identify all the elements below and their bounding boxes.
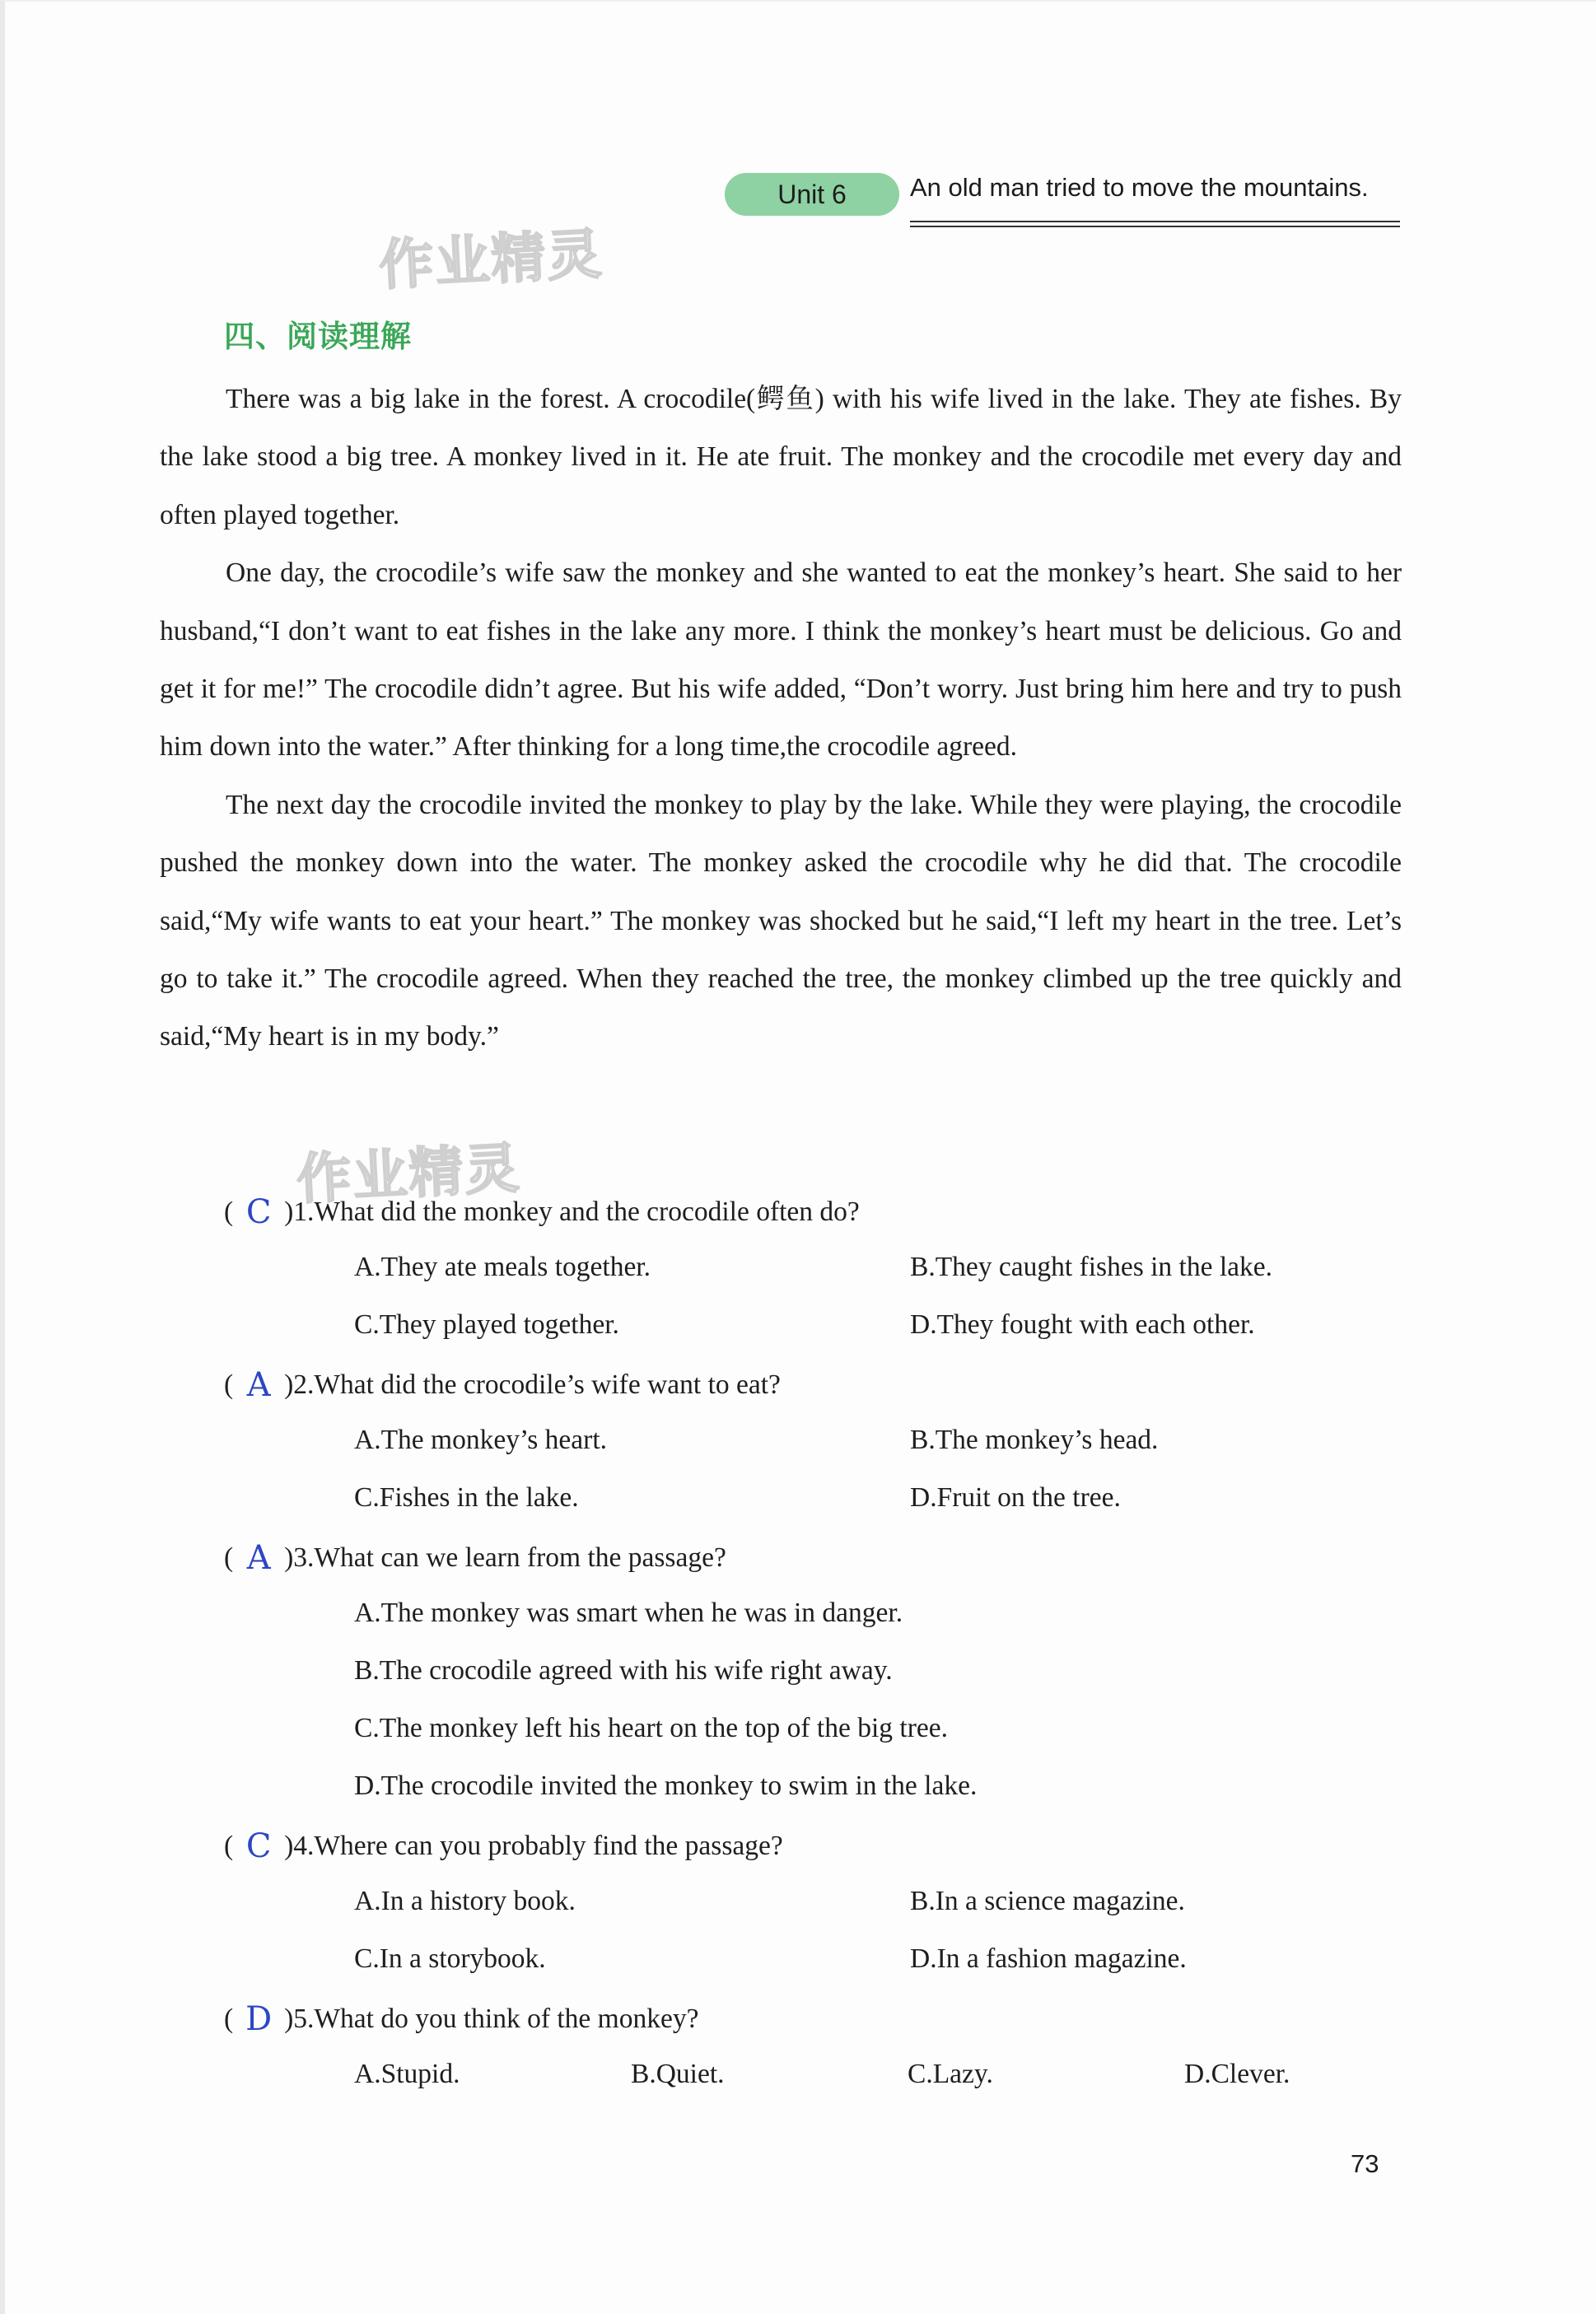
question-1-text: )1.What did the monkey and the crocodile often do? <box>284 1197 860 1227</box>
q4-option-d: D.In a fashion magazine. <box>910 1943 1187 1974</box>
q3-option-a: A.The monkey was smart when he was in danger. <box>354 1598 903 1628</box>
question-4-text: )4.Where can you probably find the passage? <box>284 1831 783 1861</box>
passage-paragraph-2: One day, the crocodile’s wife saw the monkey and she wanted to eat the monkey’s heart. She said to her husband,“I don’t want to eat fishes in the lake any more. I think the monkey’s heart must be delicious. Go and get it for me!” The crocodile didn’t agree. But his wife added, “Don’t worry. Just bring him here and try to push him down into the water.” After thinking for a long time,the crocodile agreed. <box>160 558 1402 763</box>
answer-5: D <box>245 2000 273 2038</box>
q5-option-c: C.Lazy. <box>908 2059 993 2089</box>
answer-1: C <box>245 1193 272 1231</box>
answer-3: A <box>246 1539 271 1577</box>
paren-open: ( <box>224 1369 234 1400</box>
answer-4: C <box>245 1827 272 1865</box>
q4-option-c: C.In a storybook. <box>354 1943 546 1974</box>
answer-2: A <box>246 1366 271 1404</box>
q2-option-c: C.Fishes in the lake. <box>354 1482 579 1513</box>
section-title: 四、阅读理解 <box>224 319 412 354</box>
question-5 <box>224 1994 698 2044</box>
question-3-text: )3.What can we learn from the passage? <box>284 1542 726 1573</box>
watermark-top: 作业精灵 <box>377 222 605 298</box>
q3-option-b: B.The crocodile agreed with his wife right away. <box>354 1655 893 1686</box>
header-rule-top <box>910 221 1400 222</box>
unit-title: An old man tried to move the mountains. <box>910 173 1369 202</box>
q2-option-b: B.The monkey’s head. <box>910 1425 1159 1455</box>
q1-option-d: D.They fought with each other. <box>910 1309 1255 1340</box>
paren-open: ( <box>224 1197 234 1227</box>
q5-option-a: A.Stupid. <box>354 2059 460 2089</box>
question-1 <box>224 1187 860 1237</box>
question-2 <box>224 1360 781 1410</box>
q2-option-d: D.Fruit on the tree. <box>910 1482 1121 1513</box>
paren-open: ( <box>224 1831 234 1861</box>
q5-option-b: B.Quiet. <box>631 2059 725 2089</box>
question-3 <box>224 1533 726 1583</box>
q2-option-a: A.The monkey’s heart. <box>354 1425 607 1455</box>
question-5-text: )5.What do you think of the monkey? <box>284 2004 699 2034</box>
q1-option-b: B.They caught fishes in the lake. <box>910 1252 1273 1282</box>
q4-option-b: B.In a science magazine. <box>910 1886 1185 1916</box>
question-4 <box>224 1822 783 1871</box>
page-number: 73 <box>1351 2149 1379 2178</box>
q1-option-a: A.They ate meals together. <box>354 1252 651 1282</box>
header-rule-bottom <box>910 226 1400 227</box>
unit-badge: Unit 6 <box>725 173 899 216</box>
paren-open: ( <box>224 2004 234 2034</box>
q5-option-d: D.Clever. <box>1184 2059 1290 2089</box>
paren-open: ( <box>224 1542 234 1573</box>
question-2-text: )2.What did the crocodile’s wife want to eat? <box>284 1369 781 1400</box>
q1-option-c: C.They played together. <box>354 1309 619 1340</box>
watermark-middle: 作业精灵 <box>295 1136 523 1212</box>
passage-paragraph-3: The next day the crocodile invited the monkey to play by the lake. While they were playing, the crocodile pushed the monkey down into the water. The monkey asked the crocodile why he did that. The crocodile said,“My wife wants to eat your heart.” The monkey was shocked but he said,“I left my heart in the tree. Let’s go to take it.” The crocodile agreed. When they reached the tree, the monkey climbed up the tree quickly and said,“My heart is in my body.” <box>160 789 1402 1052</box>
passage-paragraph-1: There was a big lake in the forest. A crocodile(鳄鱼) with his wife lived in the lake. They ate fishes. By the lake stood a big tree. A monkey lived in it. He ate fruit. The monkey and the crocodile met every day and often played together. <box>160 384 1402 530</box>
reading-passage <box>160 371 1402 1066</box>
q3-option-c: C.The monkey left his heart on the top of the big tree. <box>354 1713 948 1743</box>
q3-option-d: D.The crocodile invited the monkey to swim in the lake. <box>354 1770 978 1801</box>
q4-option-a: A.In a history book. <box>354 1886 576 1916</box>
